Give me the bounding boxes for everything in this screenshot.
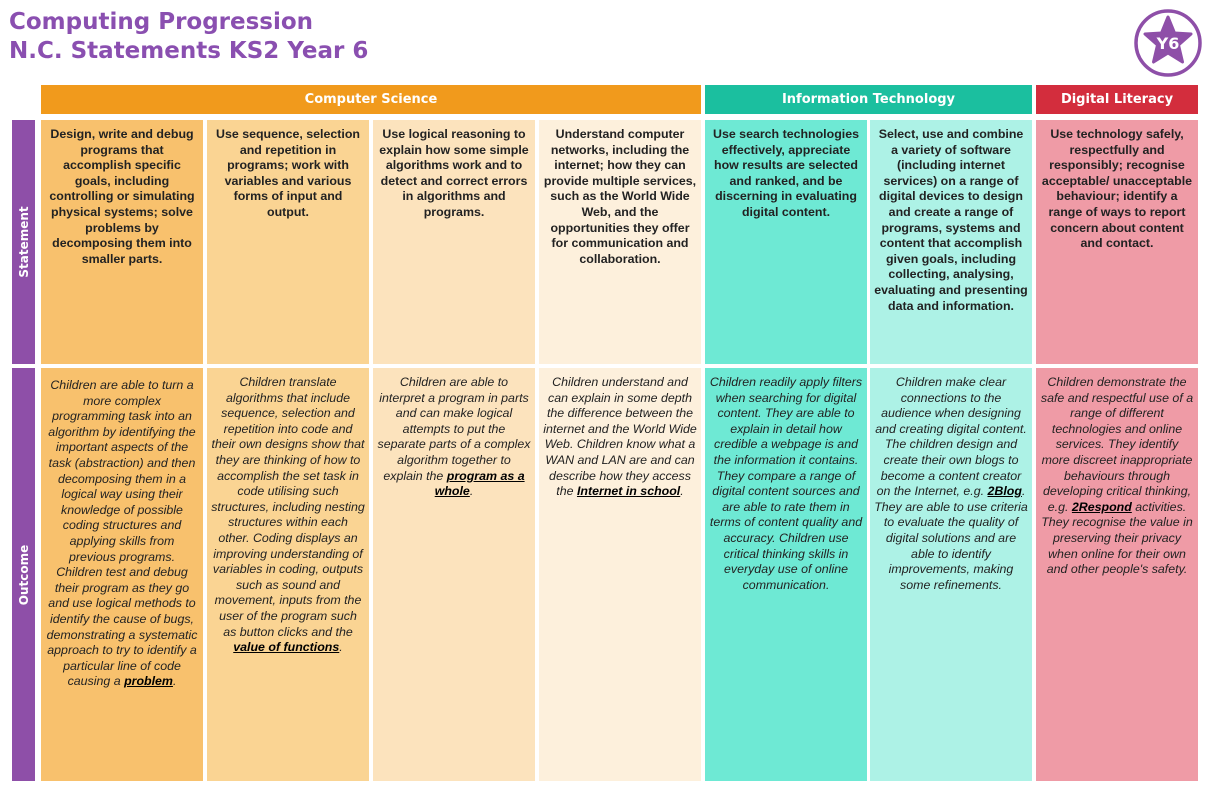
- year-badge: [1133, 8, 1203, 78]
- outcome-cell: [373, 368, 535, 781]
- outcome-link[interactable]: value of functions: [233, 640, 340, 655]
- header-digital-literacy: Digital Literacy: [1036, 85, 1198, 114]
- outcome-text: Children understand and can explain in some depth the difference between the internet and the World Wide Web. Children know what a WAN and LAN are and can describe how they access the: [543, 375, 697, 499]
- page-title: [9, 8, 368, 66]
- outcome-text: Children make clear connections to the audience when designing and creating digital content. The children design and create their own blogs to become a content creator on the Internet, e.g.: [875, 375, 1027, 499]
- title-line-1: Computing Progression: [9, 9, 314, 35]
- outcome-cell: [870, 368, 1032, 781]
- outcome-cell: [41, 368, 203, 781]
- outcome-text: Children are able to turn a more complex programming task into an algorithm by identifying the important aspects of the task (abstraction) and then decomposing them in a logical way using their knowledge of possible coding structures and applying skills from previous programs. Children test and debug their program as they go and use logical methods to identify the cause of bugs, demonstrating a systematic approach to try to identify a particular line of code causing a: [46, 378, 198, 689]
- title-line-2: N.C. Statements KS2 Year 6: [9, 38, 369, 64]
- outcome-text-after: .: [680, 484, 684, 499]
- row-label-outcome: Outcome: [12, 368, 35, 781]
- statement-cell: Design, write and debug programs that accomplish specific goals, including controlling or simulating physical systems; solve problems by decomposing them into smaller parts.: [41, 120, 203, 364]
- statement-cell: Use technology safely, respectfully and responsibly; recognise acceptable/ unacceptable behaviour; identify a range of ways to report concern about content and contact.: [1036, 120, 1198, 364]
- badge-label: Y6: [1156, 34, 1180, 53]
- outcome-text: Children translate algorithms that include sequence, selection and repetition into code and their own designs show that they are thinking of how to accomplish the set task in code utilising such structures, including nesting structures within each other. Coding displays an improving understanding of variables in coding, outputs such as sound and movement, inputs from the user of the program such as button clicks and the: [211, 375, 365, 639]
- statement-cell: Use sequence, selection and repetition in programs; work with variables and various forms of input and output.: [207, 120, 369, 364]
- statement-cell: Use search technologies effectively, appreciate how results are selected and ranked, and be discerning in evaluating digital content.: [705, 120, 867, 364]
- outcome-cell: [1036, 368, 1198, 781]
- header-computer-science: Computer Science: [41, 85, 701, 114]
- outcome-text-after: .: [469, 484, 474, 499]
- outcome-link[interactable]: Internet in school: [576, 484, 681, 499]
- outcome-cell: [705, 368, 867, 781]
- outcome-cell: [539, 368, 701, 781]
- outcome-text-after: .: [339, 640, 343, 655]
- outcome-link[interactable]: problem: [124, 674, 173, 689]
- outcome-link[interactable]: 2Blog: [987, 484, 1022, 499]
- outcome-link[interactable]: program as a whole: [434, 468, 525, 499]
- outcome-text: Children are able to interpret a program in parts and can make logical attempts to put the separate parts of a complex algorithm together to explain the: [377, 375, 531, 483]
- outcome-cell: [207, 368, 369, 781]
- outcome-text-after: .: [172, 674, 177, 689]
- statement-cell: Understand computer networks, including the internet; how they can provide multiple services, such as the World Wide Web, and the opportunities they offer for communication and collaboration.: [539, 120, 701, 364]
- outcome-text: Children demonstrate the safe and respectful use of a range of different technologies and online services. They identify more discreet inappropriate behaviours through developing critical thinking, e.g.: [1040, 375, 1194, 514]
- row-label-statement: Statement: [12, 120, 35, 364]
- statement-cell: Select, use and combine a variety of software (including internet services) on a range of digital devices to design and create a range of programs, systems and content that accomplish given goals, including collecting, analysing, evaluating and presenting data and information.: [870, 120, 1032, 364]
- outcome-text-after: activities. They recognise the value in preserving their privacy when online for their own and other people's safety.: [1041, 499, 1193, 577]
- header-information-technology: Information Technology: [705, 85, 1032, 114]
- outcome-text: Children readily apply filters when searching for digital content. They are able to explain in detail how credible a webpage is and the information it contains. They compare a range of digital content sources and are able to rate them in terms of content quality and accuracy. Children use critical thinking skills in everyday use of online communication.: [709, 375, 863, 592]
- outcome-link[interactable]: 2Respond: [1071, 499, 1132, 514]
- statement-cell: Use logical reasoning to explain how some simple algorithms work and to detect and correct errors in algorithms and programs.: [373, 120, 535, 364]
- outcome-text-after: . They are able to use criteria to evaluate the quality of digital solutions and are able to identify improvements, making some refinements.: [874, 484, 1028, 592]
